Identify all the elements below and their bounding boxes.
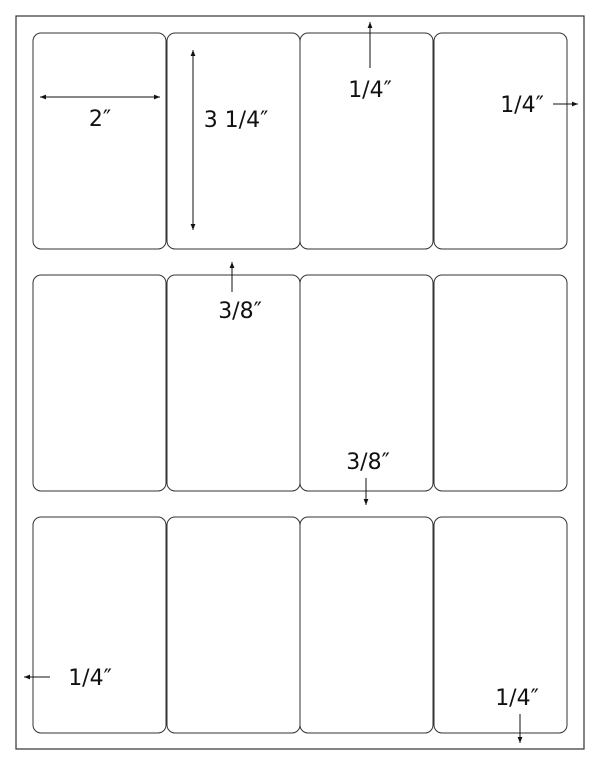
label-cell [434,275,567,491]
height-label: 3 1/4″ [203,108,269,133]
bottom-margin-label: 1/4″ [495,686,539,711]
label-cell [33,33,166,249]
top-margin-label: 1/4″ [348,78,392,103]
label-cell [300,517,433,733]
width-label: 2″ [88,107,112,132]
right-margin-label: 1/4″ [500,93,544,118]
label-cell [434,33,567,249]
row-gap-label-1: 3/8″ [218,299,262,324]
label-grid [33,33,567,733]
label-cell [167,33,300,249]
label-cell [167,517,300,733]
label-cell [33,275,166,491]
label-cell [33,517,166,733]
left-margin-label: 1/4″ [68,666,112,691]
label-cell [300,33,433,249]
row-gap-label-2: 3/8″ [346,450,390,475]
